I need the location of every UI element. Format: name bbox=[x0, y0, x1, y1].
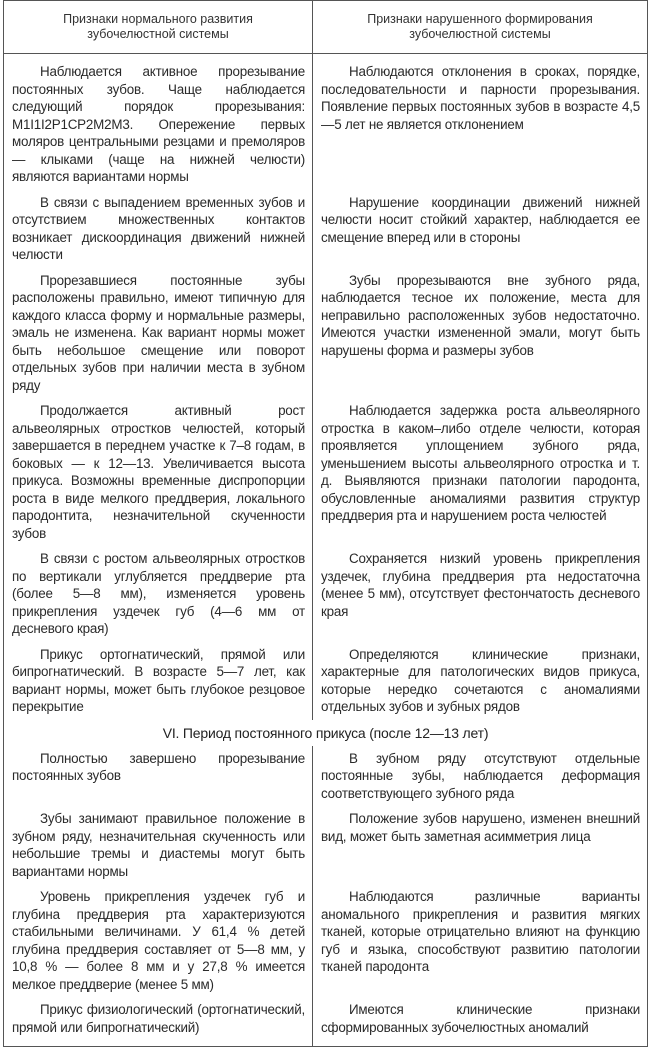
section-title: VI. Период постоянного прикуса (после 12—13 лет) bbox=[162, 724, 489, 741]
cell-abnormal bbox=[313, 54, 648, 190]
cell-text: Уровень прикрепления уздечек губ и глубина преддверия рта характеризуются стабильными величинами. У 61,4 % детей глубина преддверия составляет от 5—8 мм, у 10,8 % — более 8 мм и у 27,8 % имеется мелкое преддверие (менее 5 мм) bbox=[12, 889, 305, 992]
cell-text: Положение зубов нарушено, изменен внешний вид, может быть заметная асимметрия лица bbox=[321, 811, 640, 844]
cell-normal bbox=[4, 806, 313, 884]
header-abnormal: Признаки нарушенного формирования зубочелюстной системы bbox=[313, 1, 648, 54]
section-row bbox=[4, 720, 648, 746]
cell-text: Нарушение координации движений нижней челюсти носит стойкий характер, наблюдается ее смещение вперед или в стороны bbox=[321, 194, 640, 245]
table-row bbox=[4, 806, 648, 884]
cell-text: Сохраняется низкий уровень прикрепления уздечек, глубина преддверия рта недостаточна (менее 5 мм), отсутствует фестончатость десневого края bbox=[321, 551, 640, 619]
cell-text: Продолжается активный рост альвеолярных отростков челюстей, который завершается в переднем участке к 7–8 годам, в боковых — к 12—13. Увеличивается высота прикуса. Возможны временные диспропорции роста в виде мелкого преддверия, локального пародонтита, незначительной скученности зубов bbox=[12, 403, 305, 541]
cell-normal bbox=[4, 190, 313, 268]
cell-normal bbox=[4, 997, 313, 1047]
table-row bbox=[4, 190, 648, 268]
cell-normal bbox=[4, 398, 313, 546]
cell-text: Наблюдаются отклонения в сроках, порядке, последовательности и парности прорезывания. Появление первых постоянных зубов в возрасте 4,5—5 лет не является отклонением bbox=[321, 64, 640, 132]
cell-text: В связи с ростом альвеолярных отростков по вертикали углубляется преддверие рта (более 5—8 мм), изменяется уровень прикрепления уздечек губ (4—6 мм от десневого края) bbox=[12, 551, 305, 636]
cell-abnormal bbox=[313, 398, 648, 546]
table-row bbox=[4, 398, 648, 546]
cell-text: Полностью завершено прорезывание постоянных зубов bbox=[12, 750, 305, 783]
cell-normal bbox=[4, 268, 313, 399]
table-row bbox=[4, 746, 648, 807]
cell-text: Определяются клинические признаки, характерные для патологических видов прикуса, которые нередко сочетаются с аномалиями отдельных зубов и зубных рядов bbox=[321, 646, 640, 714]
cell-normal bbox=[4, 642, 313, 720]
table-row bbox=[4, 546, 648, 642]
cell-normal bbox=[4, 746, 313, 807]
cell-text: Зубы прорезываются вне зубного ряда, наблюдается тесное их положение, места для неправильно расположенных зубов недостаточно. Имеются участки измененной эмали, могут быть нарушены форма и размеры зубов bbox=[321, 272, 640, 358]
cell-abnormal bbox=[313, 806, 648, 884]
cell-text: Наблюдается активное прорезывание постоянных зубов. Чаще наблюдается следующий порядок прорезывания: M1I1I2P1CP2M2M3. Опережение первых моляров центральными резцами и премоляров — клыками (чаще на нижней челюсти) являются вариантами нормы bbox=[12, 64, 305, 184]
cell-normal bbox=[4, 54, 313, 190]
cell-abnormal bbox=[313, 268, 648, 399]
cell-abnormal bbox=[313, 884, 648, 997]
cell-text: Прикус физиологический (ортогнатический, прямой или бипрогнатический) bbox=[12, 1002, 305, 1035]
table-row bbox=[4, 642, 648, 720]
cell-text: Имеются клинические признаки сформированных зубочелюстных аномалий bbox=[321, 1002, 640, 1035]
cell-abnormal bbox=[313, 997, 648, 1047]
table-row bbox=[4, 54, 648, 190]
table-row bbox=[4, 997, 648, 1047]
cell-text: Наблюдается задержка роста альвеолярного отростка в каком–либо отделе челюсти, которая проявляется уплощением зубного ряда, уменьшением высоты альвеолярного отростка и т. д. Выявляются признаки патологии пародонта, обусловленные аномалиями развития структур преддверия рта и нарушением роста челюстей bbox=[321, 403, 640, 523]
cell-abnormal bbox=[313, 642, 648, 720]
table-row bbox=[4, 884, 648, 997]
cell-normal bbox=[4, 546, 313, 642]
header-normal: Признаки нормального развития зубочелюстной системы bbox=[4, 1, 313, 54]
cell-abnormal bbox=[313, 190, 648, 268]
table-header bbox=[4, 1, 648, 54]
comparison-table bbox=[3, 0, 648, 1047]
table-row bbox=[4, 268, 648, 399]
cell-text: Прорезавшиеся постоянные зубы расположены правильно, имеют типичную для каждого класса форму и нормальные размеры, эмаль не изменена. Как вариант нормы может быть небольшое смещение или поворот отдельных зубов при наличии места в зубном ряду bbox=[12, 272, 305, 393]
cell-text: Зубы занимают правильное положение в зубном ряду, незначительная скученность или небольшие тремы и диастемы могут быть вариантами нормы bbox=[12, 811, 305, 879]
cell-text: Наблюдаются различные варианты аномального прикрепления и развития мягких тканей, которые отрицательно влияют на функцию губ и языка, способствуют развитию патологии тканей пародонта bbox=[321, 889, 640, 974]
cell-text: В связи с выпадением временных зубов и отсутствием множественных контактов возникает дискоординация движений нижней челюсти bbox=[12, 194, 305, 262]
cell-abnormal bbox=[313, 746, 648, 807]
cell-text: Прикус ортогнатический, прямой или бипрогнатический. В возрасте 5—7 лет, как вариант нормы, может быть глубокое резцовое перекрытие bbox=[12, 646, 305, 714]
cell-text: В зубном ряду отсутствуют отдельные постоянные зубы, наблюдается деформация соответствующего зубного ряда bbox=[321, 750, 640, 801]
cell-abnormal bbox=[313, 546, 648, 642]
cell-normal bbox=[4, 884, 313, 997]
